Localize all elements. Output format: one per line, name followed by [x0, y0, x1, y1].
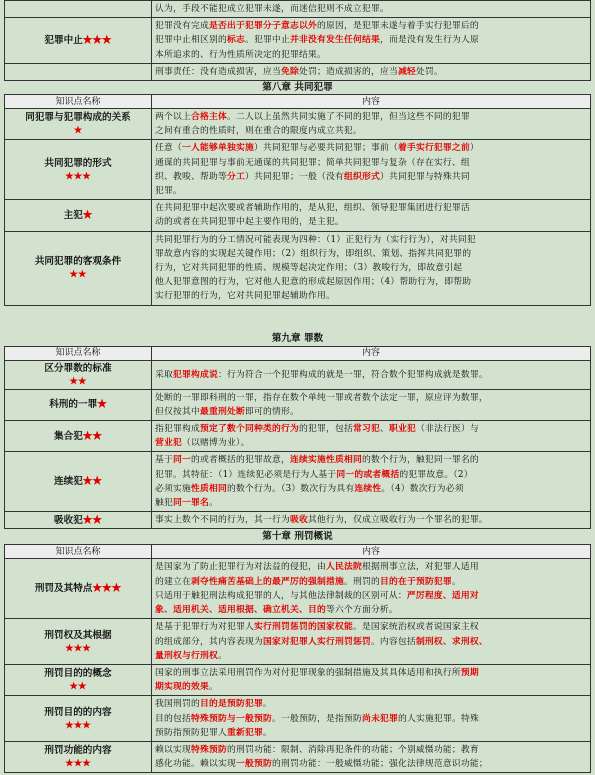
content-line — [155, 261, 587, 275]
body-text: ）共同犯罪与必要共同犯罪；事前（ — [253, 143, 398, 154]
body-text: 。 — [451, 576, 461, 587]
body-text: 的原因，是犯罪未遂与着手实行犯罪后的 — [316, 21, 479, 32]
table-header-row — [5, 346, 591, 360]
knowledge-name: 刑罚目的的概念 — [44, 668, 112, 680]
body-text: 根据刑事立法，对犯罪人适用 — [361, 562, 479, 573]
content-line — [155, 482, 587, 496]
knowledge-name-cell — [5, 421, 152, 452]
body-text: 通谋的共同犯罪与事前无通谋的共同犯罪；简单共同犯罪与复杂（存在实行、组 — [155, 157, 470, 168]
header-knowledge-name: 知识点名称 — [5, 95, 152, 109]
knowledge-name-cell — [5, 696, 152, 742]
body-text: 。 — [208, 682, 218, 693]
content-cell — [152, 421, 591, 452]
body-text: 预防指预防犯罪人 — [155, 727, 227, 738]
content-cell — [152, 200, 591, 231]
content-line — [155, 603, 587, 617]
knowledge-name-cell — [5, 389, 152, 420]
highlight-text: 制刑权、求刑权、 — [415, 636, 488, 647]
knowledge-name-cell — [5, 559, 152, 619]
body-text: 。是国家统治权或者说国家主权 — [352, 622, 479, 633]
highlight-text: 是否出于犯罪分子意志以外 — [208, 21, 317, 32]
body-text: 犯罪中止相区别的 — [155, 35, 227, 46]
content-line — [155, 513, 587, 527]
highlight-text: 一般预防 — [235, 759, 272, 770]
highlight-text: 特殊预防与一般预防 — [191, 713, 272, 724]
body-text: 织、教唆、帮助等 — [155, 171, 227, 182]
knowledge-table — [4, 0, 591, 81]
content-line — [155, 391, 587, 405]
content-line — [155, 589, 587, 603]
body-text: 共同犯罪行为的分工情况可能表现为四种：（1）正犯行为（实行行为），对共同犯 — [155, 234, 476, 245]
importance-stars: ★★ — [69, 681, 87, 693]
knowledge-name-cell — [5, 360, 152, 389]
body-text: 其他行为，仅成立吸收行为一个罪名的犯罪。 — [307, 515, 488, 526]
body-text: 基于 — [155, 455, 173, 466]
body-text: 感化功能。赖以实现 — [155, 759, 236, 770]
content-line — [155, 19, 587, 33]
body-text: 之间有重合的性质时，则在重合的限度内成立共犯。 — [155, 126, 362, 137]
content-cell — [152, 512, 591, 529]
knowledge-name-cell — [5, 512, 152, 529]
body-text: 我国刑罚的 — [155, 699, 200, 710]
table-row — [5, 1, 591, 18]
body-text: 犯罪没有完成 — [155, 21, 209, 32]
highlight-text: 吸收 — [289, 515, 308, 526]
body-text: 。 — [262, 699, 272, 710]
highlight-text: 预期 — [460, 667, 479, 678]
knowledge-name: 共同犯罪的形式 — [44, 157, 112, 169]
knowledge-name-cell — [5, 109, 152, 140]
highlight-text: 连续性 — [354, 483, 382, 494]
knowledge-name: 刑罚及其特点 — [34, 583, 93, 595]
body-text: 认为，手段不能犯成立犯罪未遂，而迷信犯则不成立犯罪。 — [155, 4, 389, 14]
highlight-text: 合格主体 — [191, 112, 227, 123]
body-text: 处罚。 — [415, 66, 443, 77]
table-row — [5, 360, 591, 389]
body-text: 即可的情形。 — [245, 406, 299, 417]
content-line — [155, 184, 587, 198]
highlight-text: 犯罪构成说 — [173, 369, 218, 380]
table-row — [5, 140, 591, 200]
header-content: 内容 — [152, 95, 591, 109]
highlight-text: 一人能够单独实施 — [182, 143, 254, 154]
body-text: 的犯罪，包括 — [298, 424, 353, 435]
content-line — [155, 289, 587, 303]
body-text: 的组成部分，其内容表现为 — [155, 636, 263, 647]
content-line — [155, 405, 587, 419]
knowledge-name: 刑罚目的的内容 — [44, 706, 112, 718]
body-text: 只适用于触犯刑法构成犯罪的人，与其他法律制裁的区别可从： — [155, 590, 407, 601]
highlight-text: 标志 — [226, 35, 245, 46]
content-line — [155, 368, 587, 382]
body-text: 的或者概括的犯罪故意， — [191, 455, 290, 466]
body-text: ）共同犯罪；一般（没有 — [244, 171, 344, 182]
body-text: 指犯罪构成 — [155, 424, 200, 435]
body-text: 事实上数个不同的行为，其一行为 — [155, 515, 290, 526]
content-line — [155, 124, 587, 138]
importance-stars: ★★★ — [92, 583, 122, 595]
highlight-text: 同一的或者概括 — [336, 469, 400, 480]
knowledge-table — [4, 346, 591, 530]
highlight-text: 国家对犯罪人实行刑罚惩罚 — [262, 636, 371, 647]
body-text: 实行犯罪的行为，它对共同犯罪起辅助作用。 — [155, 291, 335, 302]
highlight-text: 目的是预防犯罪 — [200, 699, 263, 710]
content-cell — [152, 619, 591, 665]
content-line — [155, 65, 587, 79]
body-text: 犯罪。 — [155, 186, 182, 197]
highlight-text: 并非没有发生任何结果 — [289, 35, 380, 46]
highlight-text: 象、适用机关、适用根据、确立机关、目的 — [155, 605, 326, 616]
body-text: 的犯罪故意。（2） — [399, 469, 473, 480]
highlight-text: 量刑权与行刑权 — [155, 650, 218, 661]
importance-stars: ★★★ — [65, 170, 91, 182]
body-text: 、 — [379, 424, 389, 435]
body-text: 任意（ — [155, 143, 182, 154]
body-text: 犯罪。其特征：（1）连续犯必须是行为人基于 — [155, 469, 337, 480]
highlight-text: 目的在于预防犯罪 — [379, 576, 452, 587]
body-text: 动的或者在共同犯罪中起主要作用的，是主犯。 — [155, 217, 344, 228]
content-cell — [152, 109, 591, 140]
body-text: 的刑罚功能：限制、消除再犯条件的功能；个别威慑功能；教育 — [227, 744, 479, 755]
content-line — [155, 436, 587, 450]
body-text: 必须实施 — [155, 483, 191, 494]
content-cell — [152, 741, 591, 772]
body-text: 处断的一罪即科刑的一罪，指存在数个单纯一罪或者数个法定一罪，原应评为数罪， — [155, 392, 488, 403]
content-line — [155, 2, 587, 16]
body-text: 。一般预防，是指预防 — [271, 713, 362, 724]
content-line — [155, 156, 587, 170]
highlight-text: 剥夺性痛苦基础上的最严厉的强制措施 — [191, 576, 344, 587]
knowledge-name-cell — [5, 231, 152, 305]
header-content: 内容 — [152, 346, 591, 360]
knowledge-name: 吸收犯 — [54, 514, 83, 526]
knowledge-name-cell — [5, 1, 152, 18]
body-text: 的数个行为。（3）数次行为具有 — [227, 483, 355, 494]
table-row — [5, 452, 591, 512]
importance-stars: ★ — [82, 209, 93, 221]
importance-stars: ★ — [73, 125, 83, 137]
body-text: 国家的刑事立法采用刑罚作为对付犯罪现象的强制措施及其具体适用和执行所 — [155, 667, 461, 678]
body-text: 在共同犯罪中起次要或者辅助作用的，是从犯，组织、领导犯罪集团进行犯罪活 — [155, 203, 470, 214]
body-text: 行为，它对共同犯罪的性质、规模等起决定作用；（3）教唆行为，即故意引起 — [155, 263, 463, 274]
knowledge-name: 主犯 — [63, 209, 83, 221]
knowledge-table — [4, 94, 591, 306]
content-line — [155, 726, 587, 740]
importance-stars: ★ — [97, 399, 107, 411]
content-line — [155, 757, 587, 771]
content-line — [155, 697, 587, 711]
content-line — [155, 649, 587, 663]
content-line — [155, 468, 587, 482]
highlight-text: 免除 — [280, 66, 299, 77]
body-text: 等六个方面分析。 — [325, 605, 398, 616]
body-text: 。二人以上虽然共同实施了不同的犯罪，但当这些不同的犯罪 — [227, 112, 470, 123]
importance-stars: ★★ — [69, 269, 87, 281]
importance-stars: ★★ — [82, 430, 102, 442]
content-cell — [152, 231, 591, 305]
content-line — [155, 110, 587, 124]
content-cell — [152, 140, 591, 200]
content-line — [155, 33, 587, 47]
body-text: 的刑罚功能：一般威慑功能；强化法律规范意识功能； — [271, 759, 488, 770]
body-text: ）共同犯罪与特殊共同 — [379, 171, 470, 182]
content-cell — [152, 559, 591, 619]
body-text: 赖以实现 — [155, 744, 191, 755]
body-text: 罪故意内容的实现起关键作用；（2）组织行为，即组织、策划、指挥共同犯罪的 — [155, 248, 472, 259]
content-cell — [152, 696, 591, 742]
content-line — [155, 233, 587, 247]
table-row — [5, 664, 591, 695]
knowledge-name-cell — [5, 63, 152, 80]
content-line — [155, 453, 587, 467]
table-row — [5, 741, 591, 772]
content-line — [155, 48, 587, 62]
table-row — [5, 512, 591, 529]
body-text: 采取 — [155, 369, 173, 380]
table-row — [5, 696, 591, 742]
content-line — [155, 560, 587, 574]
body-text: 。（4）数次行为必须 — [381, 483, 464, 494]
body-text: 触犯 — [155, 498, 173, 509]
highlight-text: 期实现的效果 — [155, 682, 209, 693]
table-row — [5, 559, 591, 619]
body-text: 刑事责任：没有造成损害，应当 — [155, 66, 281, 77]
body-text: 的建立在 — [155, 576, 191, 587]
body-text: 。刑罚的 — [343, 576, 380, 587]
header-knowledge-name: 知识点名称 — [5, 545, 152, 559]
content-line — [155, 422, 587, 436]
content-line — [155, 712, 587, 726]
content-cell — [152, 664, 591, 695]
highlight-text: 人民法院 — [325, 562, 362, 573]
body-text: 。 — [262, 727, 272, 738]
table-header-row — [5, 95, 591, 109]
table-row — [5, 18, 591, 64]
content-line — [155, 201, 587, 215]
table-row — [5, 200, 591, 231]
content-cell — [152, 63, 591, 80]
body-text: 本所追求的、行为性质所决定的犯罪结果。 — [155, 49, 326, 60]
body-text: ，而是没有发生行为人原 — [379, 35, 479, 46]
importance-stars: ★★★ — [82, 35, 112, 46]
content-line — [155, 743, 587, 757]
content-line — [155, 666, 587, 680]
highlight-text: 尚未犯罪 — [361, 713, 398, 724]
highlight-text: 连续实施性质相同 — [289, 455, 362, 466]
content-line — [155, 141, 587, 155]
body-text: ：行为符合一个犯罪构成的就是一罪，符合数个犯罪构成就是数罪。 — [218, 369, 488, 380]
highlight-text: 减轻 — [397, 66, 416, 77]
header-knowledge-name: 知识点名称 — [5, 346, 152, 360]
highlight-text: 同一 — [173, 455, 191, 466]
highlight-text: 职业犯 — [388, 424, 416, 435]
content-cell — [152, 360, 591, 389]
table-row — [5, 421, 591, 452]
knowledge-name-cell — [5, 619, 152, 665]
knowledge-name: 集合犯 — [54, 430, 83, 442]
body-text: 。 — [217, 650, 227, 661]
highlight-text: 最重刑处断 — [200, 406, 245, 417]
content-line — [155, 635, 587, 649]
body-text: 是国家为了防止犯罪行为对法益的侵犯，由 — [155, 562, 326, 573]
knowledge-name: 刑罚权及其根据 — [44, 629, 112, 641]
knowledge-name: 同犯罪与犯罪构成的关系 — [25, 112, 131, 124]
importance-stars: ★★★ — [65, 758, 91, 770]
highlight-text: 严厉程度、适用对 — [406, 590, 479, 601]
highlight-text: 预定了数个同种类的行为 — [200, 424, 299, 435]
content-line — [155, 575, 587, 589]
chapter-title: 第九章 罪数 — [271, 332, 324, 344]
importance-stars: ★★★ — [65, 719, 91, 731]
highlight-text: 着手实行犯罪之前 — [397, 143, 470, 154]
body-text: 的人实施犯罪。特殊 — [397, 713, 479, 724]
body-text: 目的包括 — [155, 713, 191, 724]
body-text: （非法行医）与 — [415, 424, 479, 435]
body-text: 。犯罪中止 — [244, 35, 290, 46]
highlight-text: 性质相同 — [191, 483, 227, 494]
table-row — [5, 109, 591, 140]
highlight-text: 实行刑罚惩罚的国家权能 — [253, 622, 353, 633]
content-line — [155, 620, 587, 634]
importance-stars: ★★ — [82, 476, 102, 488]
body-text: 是基于犯罪行为对犯罪人 — [155, 622, 254, 633]
table-row — [5, 63, 591, 80]
table-row — [5, 619, 591, 665]
content-cell — [152, 389, 591, 420]
highlight-text: 同一罪名 — [173, 498, 209, 509]
body-text: 。 — [209, 498, 218, 509]
table-row — [5, 231, 591, 305]
knowledge-name: 犯罪中止 — [44, 35, 83, 46]
body-text: 处罚；造成损害的，应当 — [298, 66, 398, 77]
chapter-title: 第十章 刑罚概说 — [262, 531, 333, 543]
knowledge-name-cell — [5, 741, 152, 772]
body-text: 的数个行为，触犯同一罪名的 — [361, 455, 479, 466]
knowledge-name: 刑罚功能的内容 — [44, 745, 112, 757]
body-text: ） — [469, 143, 479, 154]
body-text: （以赌博为业）。 — [182, 438, 250, 449]
highlight-text: 组织形式 — [343, 171, 380, 182]
highlight-text: 特殊预防 — [191, 744, 227, 755]
knowledge-name-cell — [5, 140, 152, 200]
knowledge-name-cell — [5, 200, 152, 231]
header-content: 内容 — [152, 545, 591, 559]
highlight-text: 分工 — [226, 171, 245, 182]
content-cell — [152, 1, 591, 18]
knowledge-name: 连续犯 — [54, 476, 83, 488]
importance-stars: ★★ — [82, 514, 102, 526]
content-line — [155, 247, 587, 261]
knowledge-name-cell — [5, 452, 152, 512]
body-text: 但仅按其中 — [155, 406, 200, 417]
knowledge-name: 区分罪数的标准 — [44, 362, 112, 374]
table-row — [5, 389, 591, 420]
content-cell — [152, 18, 591, 64]
content-line — [155, 275, 587, 289]
knowledge-name-cell — [5, 664, 152, 695]
knowledge-name-cell — [5, 18, 152, 64]
chapter-title: 第八章 共同犯罪 — [262, 82, 333, 94]
content-cell — [152, 452, 591, 512]
body-text: 他人犯罪意图的行为，它对他人犯意的形成起原因作用；（4）帮助行为，即帮助 — [155, 277, 472, 288]
content-line — [155, 170, 587, 184]
highlight-text: 营业犯 — [155, 438, 182, 449]
knowledge-table — [4, 544, 591, 773]
highlight-text: 重新犯罪 — [226, 727, 263, 738]
body-text: 。内容包括 — [370, 636, 416, 647]
table-header-row — [5, 545, 591, 559]
highlight-text: 常习犯 — [352, 424, 380, 435]
content-line — [155, 680, 587, 694]
knowledge-name: 科刑的一罪 — [49, 399, 98, 411]
content-line — [155, 496, 587, 510]
importance-stars: ★★★ — [65, 642, 91, 654]
importance-stars: ★★ — [69, 375, 87, 387]
knowledge-name: 共同犯罪的客观条件 — [34, 256, 122, 268]
content-line — [155, 215, 587, 229]
body-text: 两个以上 — [155, 112, 191, 123]
